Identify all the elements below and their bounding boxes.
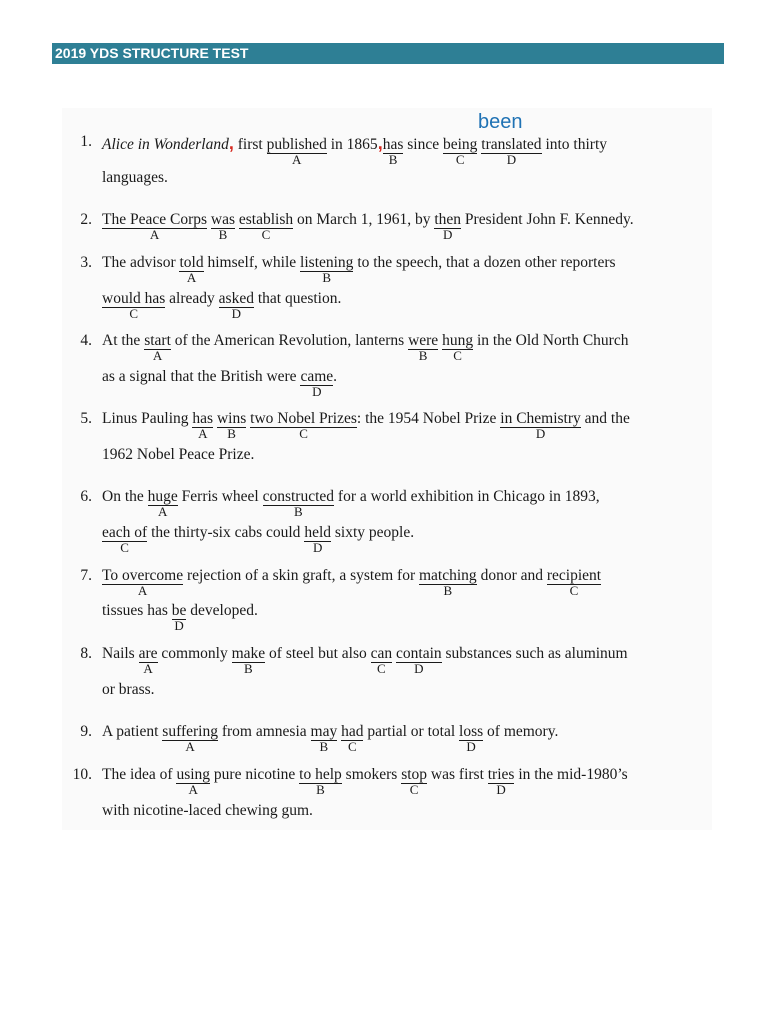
option-d: asked D bbox=[218, 290, 254, 321]
option-a: are A bbox=[138, 645, 158, 676]
question-9: A patient suffering A from amnesia may B had C partial or total loss D of memory. bbox=[102, 723, 559, 754]
option-a: start A bbox=[144, 332, 171, 363]
question-10-cont: with nicotine-laced chewing gum. bbox=[102, 802, 313, 819]
option-b: was B bbox=[210, 211, 236, 242]
option-a: To overcome A bbox=[102, 567, 184, 598]
question-10: The idea of using A pure nicotine to help B smokers stop C was first tries D in the mid-1980’s bbox=[102, 766, 628, 797]
option-b: listening B bbox=[300, 254, 354, 285]
option-a: has A bbox=[192, 410, 214, 441]
question-7: To overcome A rejection of a skin graft, a system for matching B donor and recipient C bbox=[102, 567, 602, 598]
option-b: may B bbox=[310, 723, 338, 754]
question-5: Linus Pauling has A wins B two Nobel Prizes C : the 1954 Nobel Prize in Chemistry D and the bbox=[102, 410, 630, 441]
question-4: At the start A of the American Revolution, lanterns were B hung C in the Old North Church bbox=[102, 332, 629, 363]
text: into thirty bbox=[541, 136, 608, 153]
option-b: make B bbox=[231, 645, 266, 676]
question-8-cont: or brass. bbox=[102, 681, 155, 698]
option-c: each of C bbox=[102, 524, 148, 555]
option-a: published A bbox=[266, 136, 327, 167]
question-number: 2. bbox=[80, 211, 92, 228]
option-a: huge A bbox=[147, 488, 178, 519]
question-1 bbox=[102, 133, 608, 167]
text: first bbox=[233, 136, 267, 153]
question-4-cont: as a signal that the British were came D . bbox=[102, 368, 338, 399]
option-a: suffering A bbox=[162, 723, 218, 754]
document-header bbox=[52, 43, 724, 64]
option-d: be D bbox=[171, 602, 187, 633]
option-d: then D bbox=[434, 211, 462, 242]
question-number: 4. bbox=[80, 332, 92, 349]
option-d: translated D bbox=[481, 136, 542, 167]
option-b: has B bbox=[382, 136, 404, 167]
text: since bbox=[403, 136, 443, 153]
option-c: two Nobel Prizes C bbox=[250, 410, 357, 441]
option-b: to help B bbox=[299, 766, 342, 797]
option-a: told A bbox=[179, 254, 204, 285]
option-a: using A bbox=[176, 766, 211, 797]
option-c: being C bbox=[442, 136, 478, 167]
option-c: stop C bbox=[401, 766, 428, 797]
question-number: 8. bbox=[80, 645, 92, 662]
option-d: contain D bbox=[396, 645, 442, 676]
question-6-cont: each of C the thirty-six cabs could held D sixty people. bbox=[102, 524, 415, 555]
option-a: The Peace Corps A bbox=[102, 211, 208, 242]
option-c: would has C bbox=[102, 290, 166, 321]
question-8: Nails are A commonly make B of steel but also can C contain D substances such as aluminum bbox=[102, 645, 628, 676]
red-comma-mark: , bbox=[377, 133, 383, 153]
header-title: 2019 YDS STRUCTURE TEST bbox=[55, 45, 249, 61]
option-b: were B bbox=[408, 332, 439, 363]
question-number: 7. bbox=[80, 567, 92, 584]
question-number: 9. bbox=[80, 723, 92, 740]
text: in 1865 bbox=[326, 136, 378, 153]
question-3: The advisor told A himself, while listening B to the speech, that a dozen other reporters bbox=[102, 254, 616, 285]
option-d: came D bbox=[300, 368, 334, 399]
question-number: 3. bbox=[80, 254, 92, 271]
option-d: in Chemistry D bbox=[500, 410, 581, 441]
question-number: 1. bbox=[80, 133, 92, 150]
question-7-cont: tissues has be D developed. bbox=[102, 602, 258, 633]
option-d: loss D bbox=[459, 723, 484, 754]
option-c: had C bbox=[341, 723, 364, 754]
option-d: tries D bbox=[487, 766, 515, 797]
option-c: hung C bbox=[442, 332, 474, 363]
option-c: recipient C bbox=[546, 567, 602, 598]
option-b: matching B bbox=[419, 567, 477, 598]
option-c: establish C bbox=[238, 211, 294, 242]
question-number: 6. bbox=[80, 488, 92, 505]
option-d: held D bbox=[304, 524, 331, 555]
red-comma-mark: , bbox=[228, 133, 234, 153]
question-5-cont: 1962 Nobel Peace Prize. bbox=[102, 446, 255, 463]
option-b: constructed B bbox=[262, 488, 335, 519]
book-title: Alice in Wonderland bbox=[102, 136, 229, 153]
question-number: 5. bbox=[80, 410, 92, 427]
option-c: can C bbox=[370, 645, 393, 676]
question-1-cont: languages. bbox=[102, 169, 168, 186]
question-3-cont: would has C already asked D that question. bbox=[102, 290, 342, 321]
question-2: The Peace Corps A was B establish C on March 1, 1961, by then D President John F. Kennedy. bbox=[102, 211, 634, 242]
question-6: On the huge A Ferris wheel constructed B for a world exhibition in Chicago in 1893, bbox=[102, 488, 600, 519]
handwritten-correction: been bbox=[478, 111, 523, 133]
option-b: wins B bbox=[216, 410, 247, 441]
question-number: 10. bbox=[72, 766, 92, 783]
